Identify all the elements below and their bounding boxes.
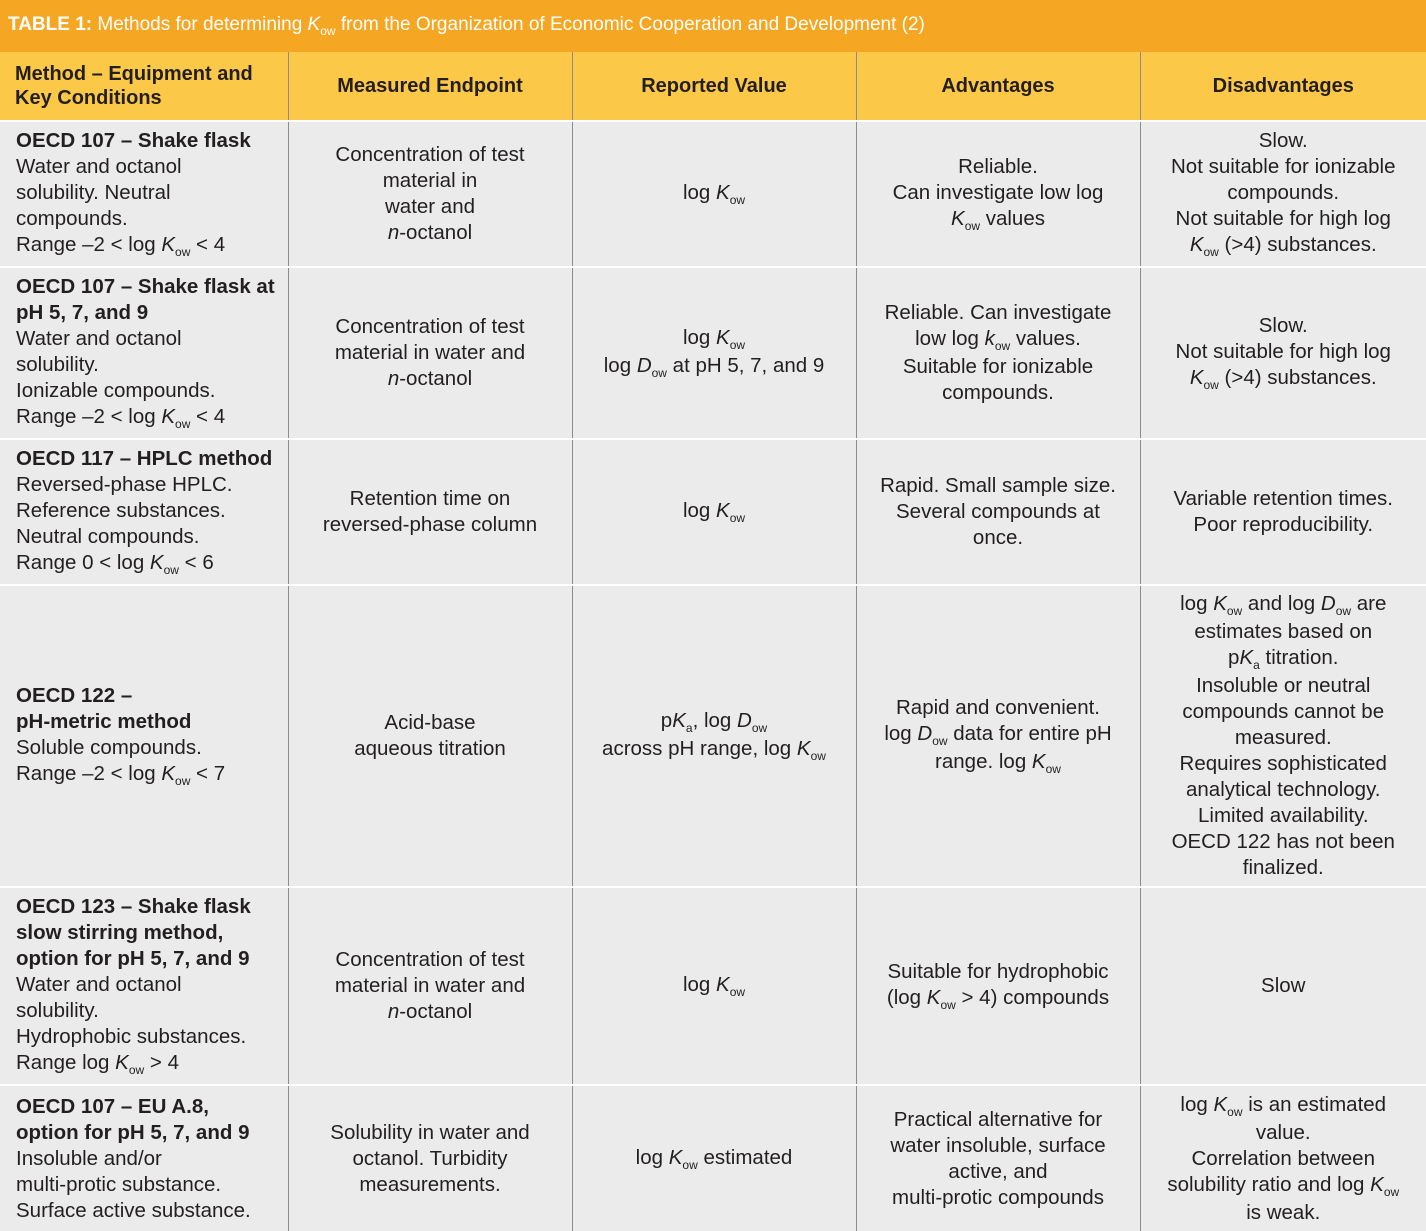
disadvantages-cell — [1140, 267, 1426, 439]
endpoint-cell — [288, 121, 572, 267]
method-line: Ionizable compounds. — [16, 379, 216, 402]
caption-text-2: from the Organization of Economic Cooperation and Development (2) — [335, 14, 925, 35]
table-row — [0, 121, 1426, 267]
method-title: OECD 123 – Shake flask — [16, 895, 251, 918]
disadvantages-cell — [1140, 585, 1426, 887]
endpoint-cell — [288, 585, 572, 887]
method-range: Range $\log K_{ow} > 4$ — [16, 1051, 179, 1077]
table-row — [0, 585, 1426, 887]
method-title: pH-metric method — [16, 710, 192, 733]
adv-line: compounds. — [942, 381, 1054, 404]
endpoint-line: Solubility in water and — [330, 1120, 530, 1144]
adv-line: Reliable. — [958, 155, 1038, 178]
method-line: multi-protic substance. — [16, 1172, 222, 1196]
endpoint-line: material in water and — [334, 974, 526, 997]
adv-line: $K_{ow}$ values — [951, 207, 1045, 233]
endpoint-line: Retention time on — [349, 487, 511, 510]
dis-line: finalized. — [1242, 856, 1324, 879]
method-title: slow stirring method, — [16, 921, 224, 944]
method-line: solubility. Neutral — [16, 181, 171, 204]
dis-line: value. — [1255, 1120, 1311, 1144]
dis-line: Poor reproducibility. — [1193, 513, 1374, 536]
adv-line: low $\log k_{ow}$ values. — [915, 327, 1081, 353]
caption-k-sub: ow — [320, 24, 336, 38]
methods-table — [0, 52, 1426, 1231]
dis-line: compounds cannot be — [1182, 700, 1385, 723]
reported-cell: $\log K_{ow}$ — [572, 439, 856, 585]
reported-line: $pK_a$, $\log D_{ow}$ — [660, 709, 768, 735]
dis-line: Slow. — [1258, 129, 1308, 152]
adv-line: Can investigate low log — [892, 181, 1104, 204]
disadvantages-cell — [1140, 439, 1426, 585]
method-title: OECD 107 – Shake flask at pH 5, 7, and 9 — [16, 275, 275, 324]
caption-label: TABLE 1: — [8, 14, 93, 35]
method-title: OECD 107 – Shake flask — [16, 129, 251, 152]
table-row — [0, 1085, 1426, 1231]
adv-line: Several compounds at — [896, 500, 1100, 523]
endpoint-line: measurements. — [359, 1172, 501, 1196]
endpoint-cell — [288, 887, 572, 1085]
advantages-cell — [856, 1085, 1140, 1231]
adv-line: active, and — [948, 1159, 1048, 1183]
method-line: solubility. — [16, 999, 99, 1022]
advantages-cell — [856, 121, 1140, 267]
dis-line: $pK_a$ titration. — [1228, 646, 1339, 672]
reported-cell: $\log K_{ow}$ — [572, 887, 856, 1085]
adv-line: Suitable for ionizable — [902, 355, 1094, 378]
dis-line: estimates based on — [1194, 620, 1373, 643]
disadvantages-cell — [1140, 1085, 1426, 1231]
dis-line: Variable retention times. — [1173, 487, 1394, 510]
reported-line: $\log K_{ow}$ — [682, 326, 746, 352]
method-line: Hydrophobic substances. — [16, 1025, 247, 1048]
dis-line: Slow. — [1258, 314, 1308, 337]
advantages-cell — [856, 267, 1140, 439]
header-disadvantages: Disadvantages — [1140, 52, 1426, 121]
adv-line: Practical alternative for — [893, 1107, 1103, 1131]
method-line: Soluble compounds. — [16, 736, 202, 759]
method-range: Range $0 < \log K_{ow} < 6$ — [16, 551, 214, 577]
caption-text-1: Methods for determining — [97, 14, 308, 35]
endpoint-cell — [288, 1085, 572, 1231]
adv-line: Suitable for hydrophobic — [887, 960, 1109, 983]
endpoint-line: n-octanol — [387, 1000, 473, 1023]
dis-line: $\log K_{ow}$ is an estimated — [1180, 1092, 1387, 1119]
endpoint-line: Concentration of test — [335, 948, 525, 971]
reported-line: $\log D_{ow}$ at pH 5, 7, and 9 — [603, 354, 825, 380]
header-endpoint: Measured Endpoint — [288, 52, 572, 121]
adv-line: Rapid. Small sample size. — [880, 474, 1116, 497]
method-line: Reference substances. — [16, 499, 226, 522]
endpoint-line: water and — [384, 195, 476, 218]
method-cell — [0, 1085, 288, 1231]
dis-line: Not suitable for high log — [1175, 340, 1391, 363]
dis-line: Slow — [1261, 974, 1306, 997]
method-title: option for pH 5, 7, and 9 — [16, 1120, 250, 1144]
advantages-cell — [856, 585, 1140, 887]
table-row — [0, 887, 1426, 1085]
endpoint-line: reversed-phase column — [322, 513, 538, 536]
caption-k: K — [307, 14, 321, 35]
adv-line: once. — [972, 526, 1024, 549]
adv-line: $\log D_{ow}$ data for entire pH — [884, 722, 1112, 748]
dis-line: Requires sophisticated — [1179, 752, 1387, 775]
method-cell — [0, 121, 288, 267]
dis-line: $\log K_{ow}$ and $\log D_{ow}$ are — [1180, 592, 1387, 618]
method-cell — [0, 267, 288, 439]
adv-line: multi-protic compounds — [892, 1185, 1104, 1209]
dis-line: Not suitable for high log — [1175, 207, 1391, 230]
table-row — [0, 267, 1426, 439]
endpoint-line: aqueous titration — [354, 737, 506, 760]
endpoint-line: material in — [382, 169, 478, 192]
reported-cell — [572, 267, 856, 439]
adv-line: water insoluble, surface — [890, 1133, 1106, 1157]
method-line: Neutral compounds. — [16, 525, 200, 548]
disadvantages-cell — [1140, 121, 1426, 267]
method-cell — [0, 439, 288, 585]
header-method: Method – Equipment and Key Conditions — [0, 52, 288, 121]
dis-line: solubility ratio and $\log K_{ow}$ — [1167, 1172, 1400, 1199]
dis-line: Correlation between — [1191, 1146, 1375, 1170]
reported-line: across pH range, $\log K_{ow}$ — [602, 737, 826, 763]
method-title: OECD 117 – HPLC method — [16, 447, 273, 470]
dis-line: Not suitable for ionizable — [1171, 155, 1396, 178]
method-line: Water and octanol — [16, 973, 182, 996]
method-line: solubility. — [16, 353, 99, 376]
header-advantages: Advantages — [856, 52, 1140, 121]
reported-cell: $\log K_{ow}$ — [572, 121, 856, 267]
method-line: Water and octanol — [16, 327, 182, 350]
adv-line: range. $\log K_{ow}$ — [935, 750, 1061, 776]
adv-line: Reliable. Can investigate — [884, 301, 1112, 324]
adv-line: (log $K_{ow} > 4$) compounds — [886, 986, 1110, 1012]
adv-line: Rapid and convenient. — [895, 696, 1100, 719]
method-range: Range $-2 < \log K_{ow} < 7$ — [16, 762, 226, 788]
dis-line: Limited availability. — [1197, 804, 1369, 827]
dis-line: is weak. — [1246, 1200, 1321, 1224]
method-cell — [0, 585, 288, 887]
advantages-cell — [856, 439, 1140, 585]
method-line: Water and octanol — [16, 155, 182, 178]
method-line: Reversed-phase HPLC. — [16, 473, 233, 496]
dis-line: analytical technology. — [1186, 778, 1381, 801]
endpoint-line: n-octanol — [387, 221, 473, 244]
method-title: option for pH 5, 7, and 9 — [16, 947, 250, 970]
dis-line: $K_{ow}$ (>4) substances. — [1189, 233, 1377, 259]
header-row — [0, 52, 1426, 121]
endpoint-line: Concentration of test — [335, 143, 525, 166]
method-line: compounds. — [16, 207, 128, 230]
dis-line: OECD 122 has not been — [1171, 830, 1395, 853]
method-cell — [0, 887, 288, 1085]
method-line: Surface active substance. — [16, 1198, 251, 1222]
method-title: OECD 107 – EU A.8, — [16, 1094, 209, 1118]
method-range: Range $-2 < \log K_{ow} < 4$ — [16, 405, 226, 431]
dis-line: Insoluble or neutral — [1196, 674, 1371, 697]
reported-cell — [572, 585, 856, 887]
endpoint-line: n-octanol — [387, 367, 473, 390]
dis-line: measured. — [1234, 726, 1332, 749]
disadvantages-cell — [1140, 887, 1426, 1085]
endpoint-cell — [288, 267, 572, 439]
dis-line: compounds. — [1227, 181, 1340, 204]
endpoint-cell — [288, 439, 572, 585]
dis-line: $K_{ow}$ (>4) substances. — [1189, 366, 1377, 392]
endpoint-line: Concentration of test — [335, 315, 525, 338]
header-reported: Reported Value — [572, 52, 856, 121]
method-line: Insoluble and/or — [16, 1146, 162, 1170]
table-caption — [0, 0, 1426, 52]
table-row — [0, 439, 1426, 585]
endpoint-line: Acid-base — [384, 711, 476, 734]
advantages-cell — [856, 887, 1140, 1085]
reported-cell: $\log K_{ow}$ estimated — [572, 1085, 856, 1231]
endpoint-line: octanol. Turbidity — [352, 1146, 508, 1170]
method-title: OECD 122 – — [16, 684, 133, 707]
method-range: Range $-2 < \log K_{ow} < 4$ — [16, 233, 226, 259]
endpoint-line: material in water and — [334, 341, 526, 364]
